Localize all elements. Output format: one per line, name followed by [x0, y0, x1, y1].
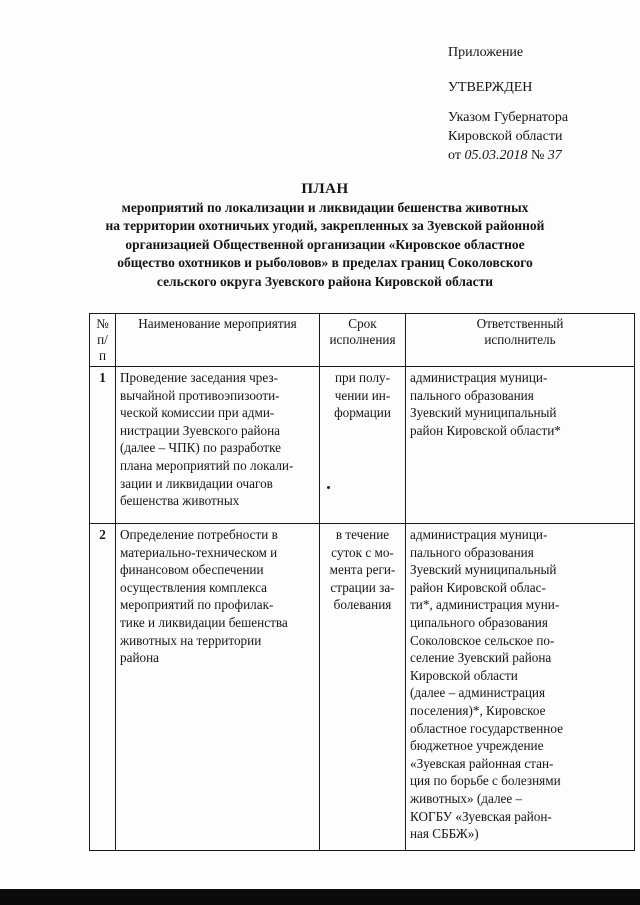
- title-word: ПЛАН: [301, 181, 349, 197]
- decree-by: Указом Губернатора: [448, 110, 569, 125]
- title-line-1: мероприятий по локализации и ликвидации бешенства животных: [121, 199, 529, 215]
- appendix-label: Приложение: [448, 45, 524, 60]
- table-row: [90, 367, 635, 524]
- row-responsible: администрация муници- пального образования Зуевский муниципальный район Кировской области*: [406, 367, 635, 524]
- row-number: 1: [90, 367, 116, 524]
- decree-block: [448, 108, 568, 165]
- title-line-2: на территории охотничьих угодий, закрепленных за Зуевской районной: [105, 218, 545, 234]
- decree-region: Кировской области: [448, 129, 563, 144]
- title-line-4: общество охотников и рыболовов» в пределах границ Соколовского: [117, 255, 533, 271]
- approval-block-2: [448, 78, 532, 97]
- approval-block: [448, 43, 523, 62]
- document-title: [60, 180, 590, 292]
- row-name: Определение потребности в материально-техническом и финансовом обеспечении осуществления комплекса мероприятий по профилак- тике и ликвидации бешенства животных на территории района: [116, 524, 320, 851]
- header-term: Срок исполнения: [320, 314, 406, 367]
- table-header-row: [90, 314, 635, 367]
- header-num: № п/п: [90, 314, 116, 367]
- decree-number: 37: [547, 148, 562, 163]
- title-line-3: организацией Общественной организации «Кировское областное: [125, 236, 525, 252]
- row-number: 2: [90, 524, 116, 851]
- measures-table: [89, 313, 635, 851]
- header-responsible: Ответственный исполнитель: [406, 314, 635, 367]
- decree-date-line: [448, 146, 568, 165]
- approved-label: УТВЕРЖДЕН: [448, 80, 533, 95]
- row-term: в течение суток с мо- мента реги- страции за- болевания: [320, 524, 406, 851]
- number-label: №: [530, 148, 545, 163]
- title-line-5: сельского округа Зуевского района Кировской области: [156, 273, 494, 289]
- table-row: [90, 524, 635, 851]
- scan-bottom-border: [0, 889, 640, 905]
- row-term: при полу- чении ин- формации: [320, 367, 406, 524]
- from-label: от: [448, 148, 461, 163]
- row-responsible: администрация муници- пального образования Зуевский муниципальный район Кировской облас- ти*, администрация муни- ципального образования Соколовское сельское по- селение Зуевский района Кировской области (далее – администрация поселения)*, Кировское областное государственное бюджетное учреждение «Зуевская районная стан- ция по борьбе с болезнями животных» (далее – КОГБУ «Зуевская район- ная СББЖ»): [406, 524, 635, 851]
- decree-date: 05.03.2018: [464, 148, 528, 163]
- scan-speck: [327, 486, 330, 489]
- header-name: Наименование мероприятия: [116, 314, 320, 367]
- row-name: Проведение заседания чрез- вычайной противоэпизооти- ческой комиссии при адми- нистрации Зуевского района (далее – ЧПК) по разработке плана мероприятий по локали- зации и ликвидации очагов бешенства животных: [116, 367, 320, 524]
